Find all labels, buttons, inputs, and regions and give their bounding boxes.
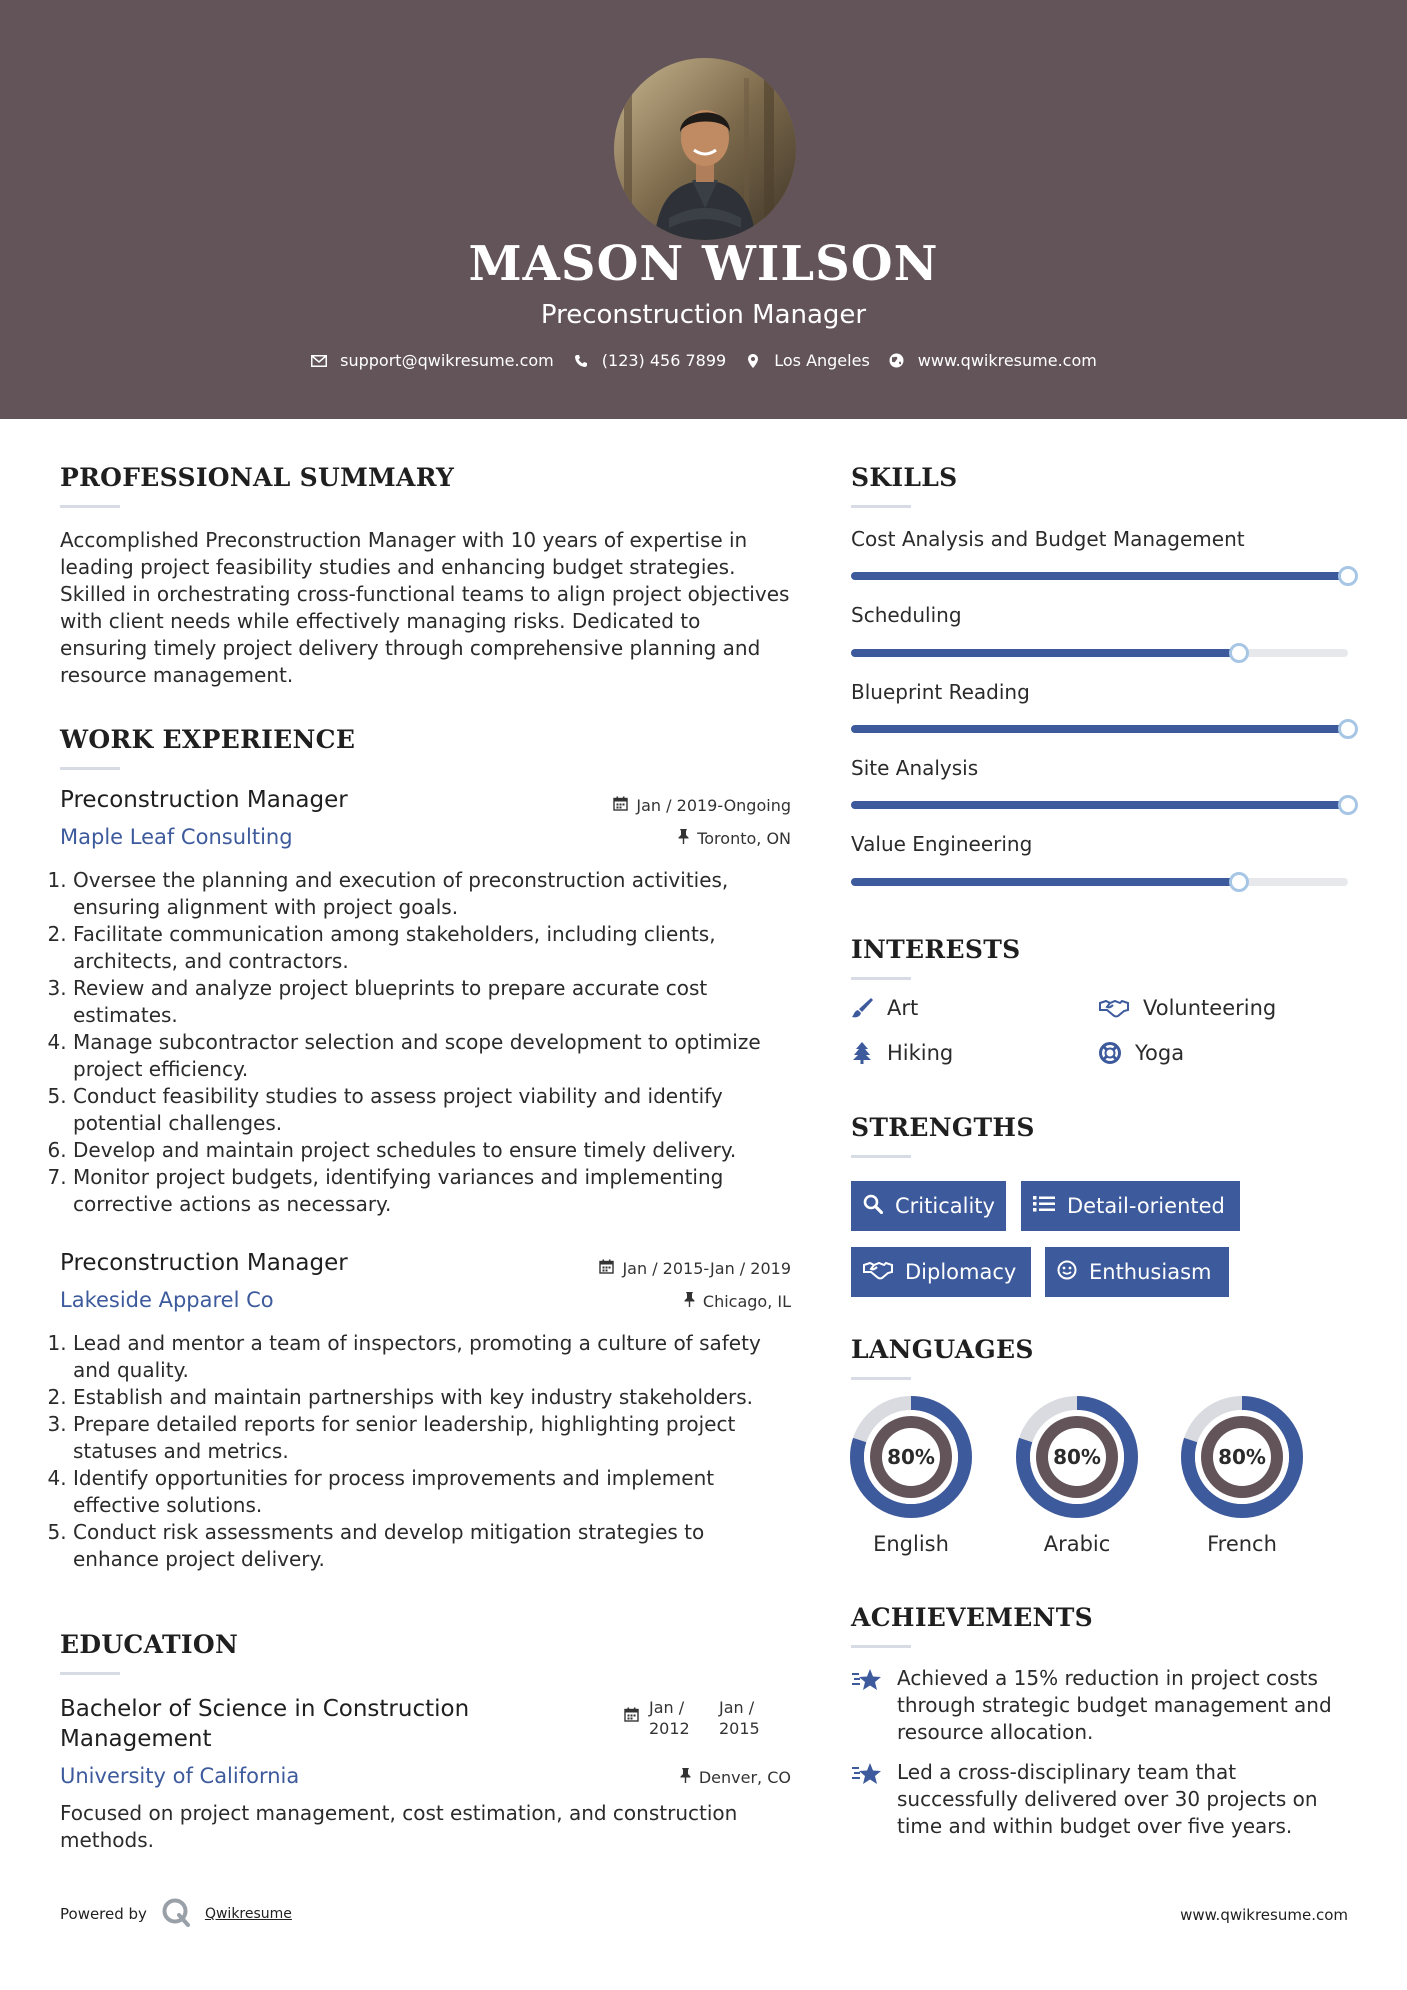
contact-location xyxy=(744,351,870,370)
strength-label: Detail-oriented xyxy=(1067,1194,1225,1218)
strength-label: Enthusiasm xyxy=(1089,1260,1212,1284)
skill-bar-knob xyxy=(1338,566,1358,586)
globe-icon xyxy=(888,352,906,370)
lifering-icon xyxy=(1099,1042,1121,1064)
handshake-icon xyxy=(863,1260,893,1285)
skill-bar-fill xyxy=(851,725,1348,733)
skill-bar-knob xyxy=(1338,795,1358,815)
pushpin-icon xyxy=(680,1768,691,1787)
language-percent: 80% xyxy=(1218,1445,1266,1469)
company-name[interactable]: Maple Leaf Consulting xyxy=(60,825,293,849)
envelope-icon xyxy=(310,352,328,370)
list-item: 2. Facilitate communication among stakeholders, including clients, architects, and contractors. xyxy=(73,921,795,975)
section-divider xyxy=(851,1155,911,1158)
footer-website[interactable]: www.qwikresume.com xyxy=(1180,1906,1348,1924)
qwikresume-link[interactable]: Qwikresume xyxy=(204,1906,292,1922)
list-item: 3. Review and analyze project blueprints to prepare accurate cost estimates. xyxy=(73,975,795,1029)
interest-item-yoga xyxy=(1099,1041,1184,1065)
skill-label: Site Analysis xyxy=(851,756,979,780)
skill-label: Value Engineering xyxy=(851,832,1033,856)
email-text: support@qwikresume.com xyxy=(340,351,554,370)
language-donut xyxy=(850,1396,972,1518)
language-item xyxy=(1016,1396,1138,1556)
interest-item-volunteering xyxy=(1099,996,1276,1020)
list-item: 2. Establish and maintain partnerships with key industry stakeholders. xyxy=(73,1384,795,1411)
tree-icon xyxy=(851,1042,873,1064)
language-item xyxy=(1181,1396,1303,1556)
education-end: Jan / 2015 xyxy=(719,1698,760,1738)
strengths-heading: STRENGTHS xyxy=(851,1113,1035,1142)
interest-label: Volunteering xyxy=(1143,996,1277,1020)
skill-bar xyxy=(851,725,1348,733)
section-divider xyxy=(851,1645,911,1648)
smile-icon xyxy=(1057,1260,1077,1285)
search-icon xyxy=(863,1194,883,1219)
experience-heading: WORK EXPERIENCE xyxy=(60,725,356,754)
job-title: Preconstruction Manager xyxy=(60,787,348,813)
interest-label: Art xyxy=(887,996,919,1020)
language-item xyxy=(850,1396,972,1556)
pushpin-icon xyxy=(678,829,689,848)
star-icon xyxy=(851,1665,883,1746)
achievement-text: Led a cross-disciplinary team that successfully delivered over 30 projects on time and within budget over five years. xyxy=(897,1760,1318,1838)
strength-label: Criticality xyxy=(895,1194,995,1218)
job-bullets xyxy=(55,1330,795,1573)
job-location xyxy=(678,829,791,848)
list-item: 1. Oversee the planning and execution of preconstruction activities, ensuring alignment with project goals. xyxy=(73,867,795,921)
company-name[interactable]: Lakeside Apparel Co xyxy=(60,1288,274,1312)
star-icon xyxy=(851,1759,883,1840)
skill-label: Blueprint Reading xyxy=(851,680,1030,704)
skill-bar-fill xyxy=(851,572,1348,580)
skill-bar-knob xyxy=(1338,719,1358,739)
job-dates-text: Jan / 2015-Jan / 2019 xyxy=(622,1259,791,1278)
calendar-icon xyxy=(599,1259,614,1278)
skills-heading: SKILLS xyxy=(851,463,958,492)
language-name: English xyxy=(873,1532,949,1556)
education-start: Jan / 2012 xyxy=(649,1698,690,1738)
skill-label: Cost Analysis and Budget Management xyxy=(851,527,1245,551)
skill-bar-knob xyxy=(1229,872,1249,892)
phone-text: (123) 456 7899 xyxy=(601,351,727,370)
skill-bar xyxy=(851,572,1348,580)
achievement-item xyxy=(851,1759,1351,1840)
section-divider xyxy=(851,977,911,980)
interest-label: Yoga xyxy=(1135,1041,1185,1065)
job-bullets xyxy=(55,867,795,1218)
achievement-text: Achieved a 15% reduction in project costs through strategic budget management and resource allocation. xyxy=(897,1666,1332,1744)
job-dates xyxy=(613,796,791,815)
list-item: 6. Develop and maintain project schedules to ensure timely delivery. xyxy=(73,1137,795,1164)
achievement-item xyxy=(851,1665,1351,1746)
section-divider xyxy=(60,505,120,508)
handshake-icon xyxy=(1099,997,1129,1019)
contact-phone[interactable] xyxy=(572,351,726,370)
job-dates xyxy=(599,1259,791,1278)
section-divider xyxy=(60,767,120,770)
strength-badge xyxy=(1045,1247,1229,1297)
pushpin-icon xyxy=(684,1292,695,1311)
paintbrush-icon xyxy=(851,997,873,1019)
education-location xyxy=(680,1768,791,1787)
education-dates xyxy=(624,1697,779,1739)
language-name: French xyxy=(1207,1532,1277,1556)
skill-label: Scheduling xyxy=(851,603,962,627)
section-divider xyxy=(851,505,911,508)
strength-badge xyxy=(851,1181,1006,1231)
interests-heading: INTERESTS xyxy=(851,935,1021,964)
school-name[interactable]: University of California xyxy=(60,1764,300,1788)
strength-label: Diplomacy xyxy=(905,1260,1017,1284)
powered-by-text: Powered by xyxy=(60,1905,147,1923)
job-location xyxy=(684,1292,791,1311)
contact-website[interactable] xyxy=(888,351,1097,370)
skill-bar xyxy=(851,878,1348,886)
list-item: 5. Conduct feasibility studies to assess project viability and identify potential challenges. xyxy=(73,1083,795,1137)
strength-badge xyxy=(1021,1181,1240,1231)
candidate-name: MASON WILSON xyxy=(468,236,939,292)
website-text: www.qwikresume.com xyxy=(917,351,1097,370)
interest-label: Hiking xyxy=(887,1041,954,1065)
languages-heading: LANGUAGES xyxy=(851,1335,1034,1364)
location-text: Los Angeles xyxy=(774,351,870,370)
list-item: 5. Conduct risk assessments and develop mitigation strategies to enhance project delivery. xyxy=(73,1519,795,1573)
profile-photo xyxy=(614,58,796,240)
list-item: 4. Manage subcontractor selection and scope development to optimize project efficiency. xyxy=(73,1029,795,1083)
language-donut xyxy=(1016,1396,1138,1518)
section-divider xyxy=(60,1672,120,1675)
job-title: Preconstruction Manager xyxy=(60,1250,348,1276)
summary-heading: PROFESSIONAL SUMMARY xyxy=(60,463,455,492)
list-icon xyxy=(1033,1194,1055,1218)
job-location-text: Toronto, ON xyxy=(697,829,791,848)
list-item: 1. Lead and mentor a team of inspectors, promoting a culture of safety and quality. xyxy=(73,1330,795,1384)
list-item: 7. Monitor project budgets, identifying variances and implementing corrective actions as necessary. xyxy=(73,1164,795,1218)
contact-email[interactable] xyxy=(310,351,554,370)
footer-powered-by xyxy=(60,1897,292,1931)
interest-item-hiking xyxy=(851,1041,953,1065)
language-percent: 80% xyxy=(887,1445,935,1469)
skill-bar xyxy=(851,801,1348,809)
qwikresume-logo-icon xyxy=(161,1897,191,1931)
candidate-title: Preconstruction Manager xyxy=(540,300,867,330)
calendar-icon xyxy=(624,1697,639,1739)
degree-title: Bachelor of Science in Construction Management xyxy=(60,1696,470,1752)
language-percent: 80% xyxy=(1053,1445,1101,1469)
language-name: Arabic xyxy=(1043,1532,1111,1556)
resume-header xyxy=(0,0,1407,419)
summary-text: Accomplished Preconstruction Manager with 10 years of expertise in leading project feasibility studies and enhancing budget strategies. Skilled in orchestrating cross-functional teams to align project objectives with client needs while effectively managing risks. Dedicated to ensuring timely project delivery through comprehensive planning and resource management. xyxy=(60,528,790,687)
skill-bar-knob xyxy=(1229,643,1249,663)
education-location-text: Denver, CO xyxy=(698,1768,791,1787)
job-dates-text: Jan / 2019-Ongoing xyxy=(636,796,791,815)
education-description: Focused on project management, cost estimation, and construction methods. xyxy=(60,1801,738,1852)
map-pin-icon xyxy=(744,352,762,370)
achievements-heading: ACHIEVEMENTS xyxy=(851,1603,1093,1632)
phone-icon xyxy=(572,352,590,370)
strength-badge xyxy=(851,1247,1031,1297)
list-item: 3. Prepare detailed reports for senior leadership, highlighting project statuses and metrics. xyxy=(73,1411,795,1465)
skill-bar xyxy=(851,649,1348,657)
job-location-text: Chicago, IL xyxy=(702,1292,791,1311)
interest-item-art xyxy=(851,996,918,1020)
skill-bar-fill xyxy=(851,878,1239,886)
calendar-icon xyxy=(613,796,628,815)
skill-bar-fill xyxy=(851,649,1239,657)
contact-bar xyxy=(0,351,1407,370)
list-item: 4. Identify opportunities for process improvements and implement effective solutions. xyxy=(73,1465,795,1519)
section-divider xyxy=(851,1377,911,1380)
education-heading: EDUCATION xyxy=(60,1630,239,1659)
skill-bar-fill xyxy=(851,801,1348,809)
language-donut xyxy=(1181,1396,1303,1518)
